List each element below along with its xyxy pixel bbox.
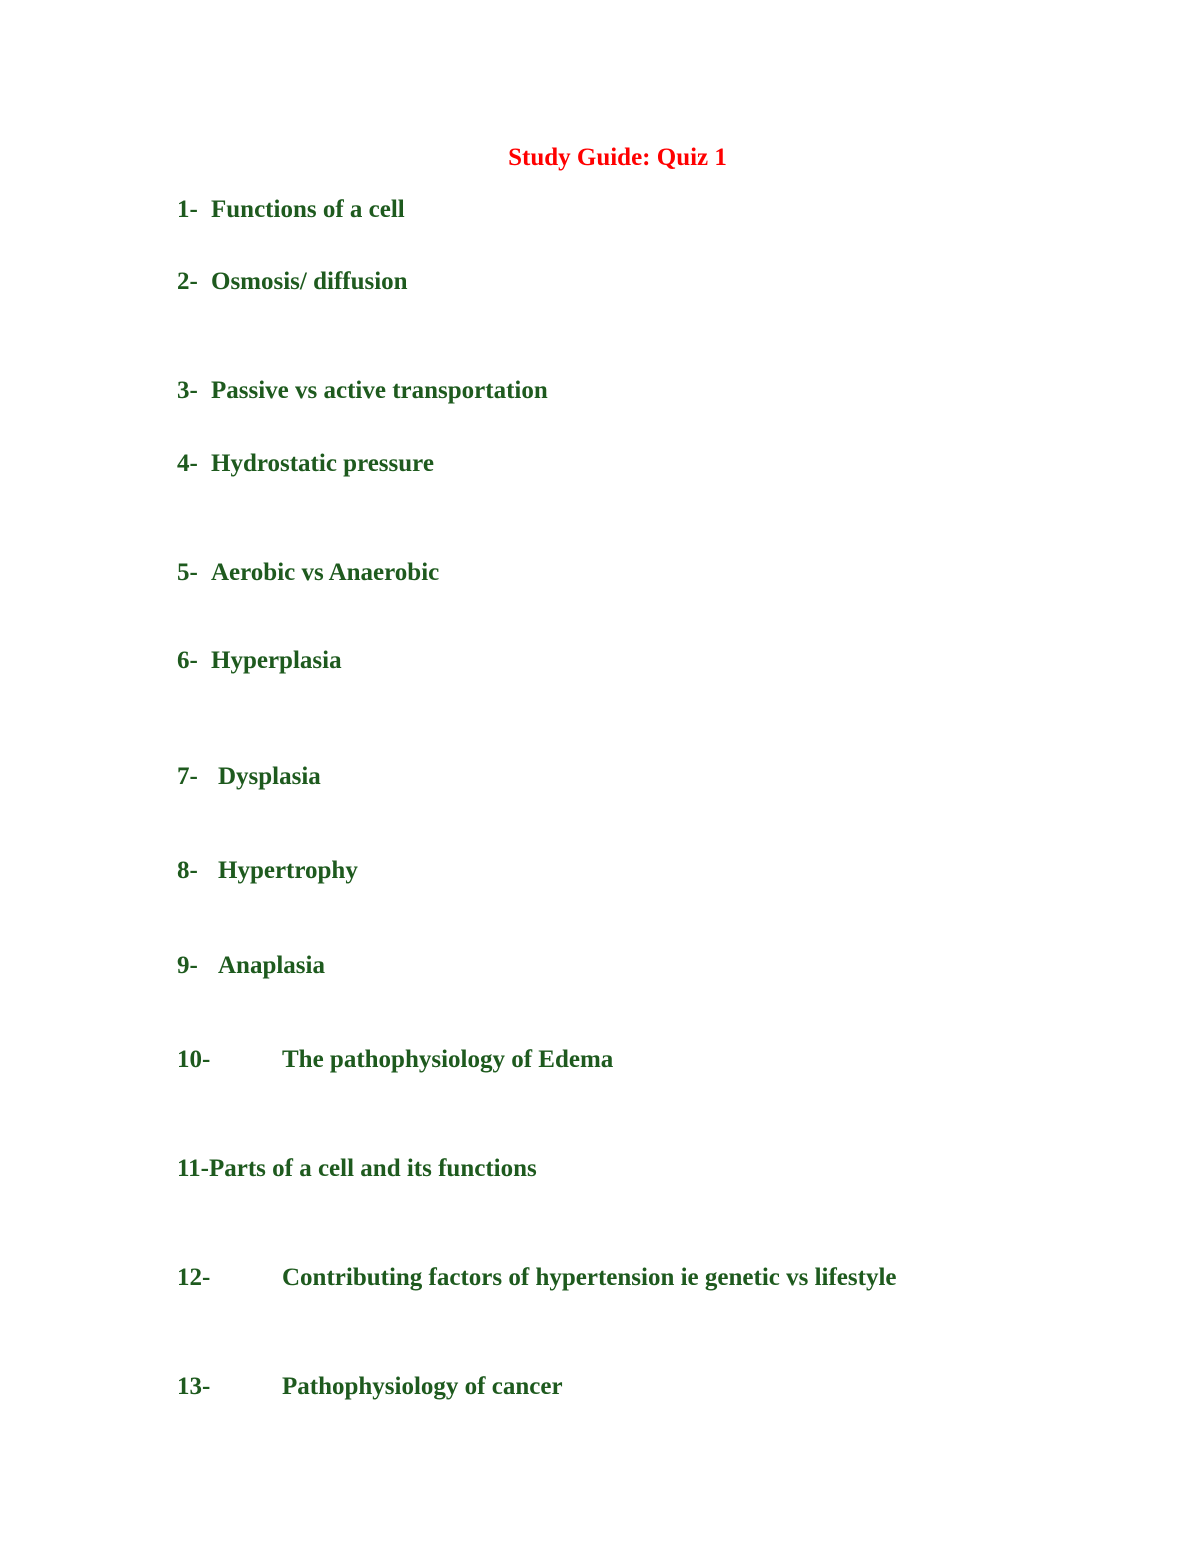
document-title: Study Guide: Quiz 1 bbox=[508, 144, 727, 171]
list-item bbox=[177, 761, 321, 793]
item-number: 8- bbox=[177, 857, 198, 884]
item-text: Functions of a cell bbox=[211, 196, 405, 223]
list-item bbox=[177, 448, 434, 480]
item-text: Hypertrophy bbox=[218, 857, 358, 884]
item-text: Anaplasia bbox=[218, 952, 325, 979]
item-text: Dysplasia bbox=[218, 763, 321, 790]
list-item bbox=[177, 855, 358, 887]
item-number: 6- bbox=[177, 647, 198, 674]
item-number: 9- bbox=[177, 952, 198, 979]
item-text: Contributing factors of hypertension ie genetic vs lifestyle bbox=[282, 1264, 897, 1291]
item-text: Pathophysiology of cancer bbox=[282, 1373, 563, 1400]
item-number: 13- bbox=[177, 1373, 211, 1400]
list-item bbox=[177, 375, 548, 407]
list-item bbox=[177, 1262, 897, 1294]
list-item bbox=[177, 1153, 537, 1185]
item-number: 5- bbox=[177, 559, 198, 586]
list-item bbox=[177, 266, 408, 298]
item-text: Parts of a cell and its functions bbox=[208, 1155, 537, 1182]
list-item bbox=[177, 194, 405, 226]
item-text: Hydrostatic pressure bbox=[211, 450, 434, 477]
item-text: Osmosis/ diffusion bbox=[211, 268, 408, 295]
item-number: 3- bbox=[177, 377, 198, 404]
list-item bbox=[177, 1044, 613, 1076]
list-item bbox=[177, 1371, 563, 1403]
list-item bbox=[177, 950, 325, 982]
item-number: 4- bbox=[177, 450, 198, 477]
item-number: 1- bbox=[177, 196, 198, 223]
list-item bbox=[177, 557, 439, 589]
item-number: 2- bbox=[177, 268, 198, 295]
item-text: The pathophysiology of Edema bbox=[282, 1046, 614, 1073]
list-item bbox=[177, 645, 342, 677]
item-text: Hyperplasia bbox=[211, 647, 342, 674]
item-text: Passive vs active transportation bbox=[211, 377, 548, 404]
item-number: 10- bbox=[177, 1046, 211, 1073]
item-number: 11- bbox=[177, 1155, 209, 1182]
item-number: 7- bbox=[177, 763, 198, 790]
item-number: 12- bbox=[177, 1264, 211, 1291]
item-text: Aerobic vs Anaerobic bbox=[211, 559, 440, 586]
